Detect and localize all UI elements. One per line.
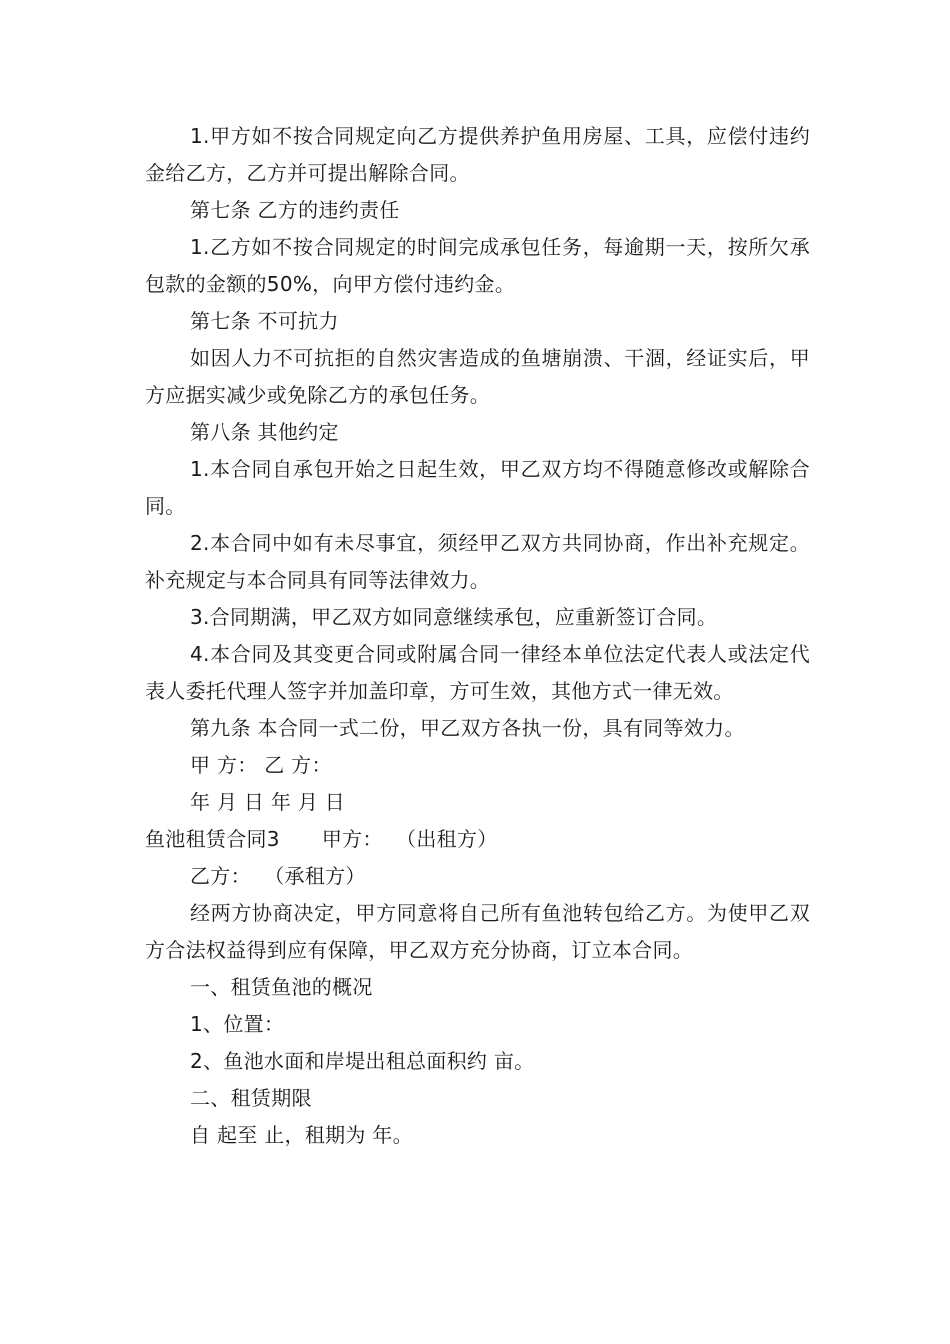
- paragraph-area: 2、鱼池水面和岸堤出租总面积约 亩。: [190, 1049, 535, 1073]
- paragraph-other-clause-4: 4.本合同及其变更合同或附属合同一律经本单位法定代表人或法定代表人委托代理人签字并加盖印章，方可生效，其他方式一律无效。: [145, 642, 810, 703]
- paragraph-article-9: 第九条 本合同一式二份，甲乙双方各执一份，具有同等效力。: [190, 716, 745, 740]
- document-body: [145, 118, 810, 1154]
- heading-section-1-overview: 一、租赁鱼池的概况: [190, 975, 373, 999]
- signature-parties-line: 甲 方： 乙 方：: [190, 753, 332, 777]
- paragraph-breach-party-a-clause-1: 1.甲方如不按合同规定向乙方提供养护鱼用房屋、工具，应偿付违约金给乙方，乙方并可提出解除合同。: [145, 124, 810, 185]
- contract-3-title-line: [145, 821, 810, 858]
- heading-section-2-term: 二、租赁期限: [190, 1086, 312, 1110]
- paragraph-breach-party-b-clause-1: 1.乙方如不按合同规定的时间完成承包任务，每逾期一天，按所欠承包款的金额的50%，向甲方偿付违约金。: [145, 235, 810, 296]
- paragraph-force-majeure: 如因人力不可抗拒的自然灾害造成的鱼塘崩溃、干涸，经证实后，甲方应据实减少或免除乙方的承包任务。: [145, 346, 810, 407]
- paragraph-term: 自 起至 止，租期为 年。: [190, 1123, 413, 1147]
- heading-article-8-other: 第八条 其他约定: [190, 420, 339, 444]
- contract-3-preamble: 经两方协商决定，甲方同意将自己所有鱼池转包给乙方。为使甲乙双方合法权益得到应有保障，甲乙双方充分协商，订立本合同。: [145, 901, 810, 962]
- heading-article-7-force-majeure: 第七条 不可抗力: [190, 309, 339, 333]
- paragraph-other-clause-1: 1.本合同自承包开始之日起生效，甲乙双方均不得随意修改或解除合同。: [145, 457, 810, 518]
- paragraph-other-clause-2: 2.本合同中如有未尽事宜，须经甲乙双方共同协商，作出补充规定。补充规定与本合同具有同等法律效力。: [145, 531, 810, 592]
- contract-3-party-b: 乙方： （承租方）: [190, 864, 366, 888]
- paragraph-location: 1、位置：: [190, 1012, 285, 1036]
- contract-3-party-a: 甲方： （出租方）: [321, 827, 498, 851]
- paragraph-other-clause-3: 3.合同期满，甲乙双方如同意继续承包，应重新签订合同。: [190, 605, 718, 629]
- heading-article-7-party-b-liability: 第七条 乙方的违约责任: [190, 198, 400, 222]
- signature-date-line: 年 月 日 年 月 日: [190, 790, 346, 814]
- contract-3-title: 鱼池租赁合同3: [145, 827, 280, 851]
